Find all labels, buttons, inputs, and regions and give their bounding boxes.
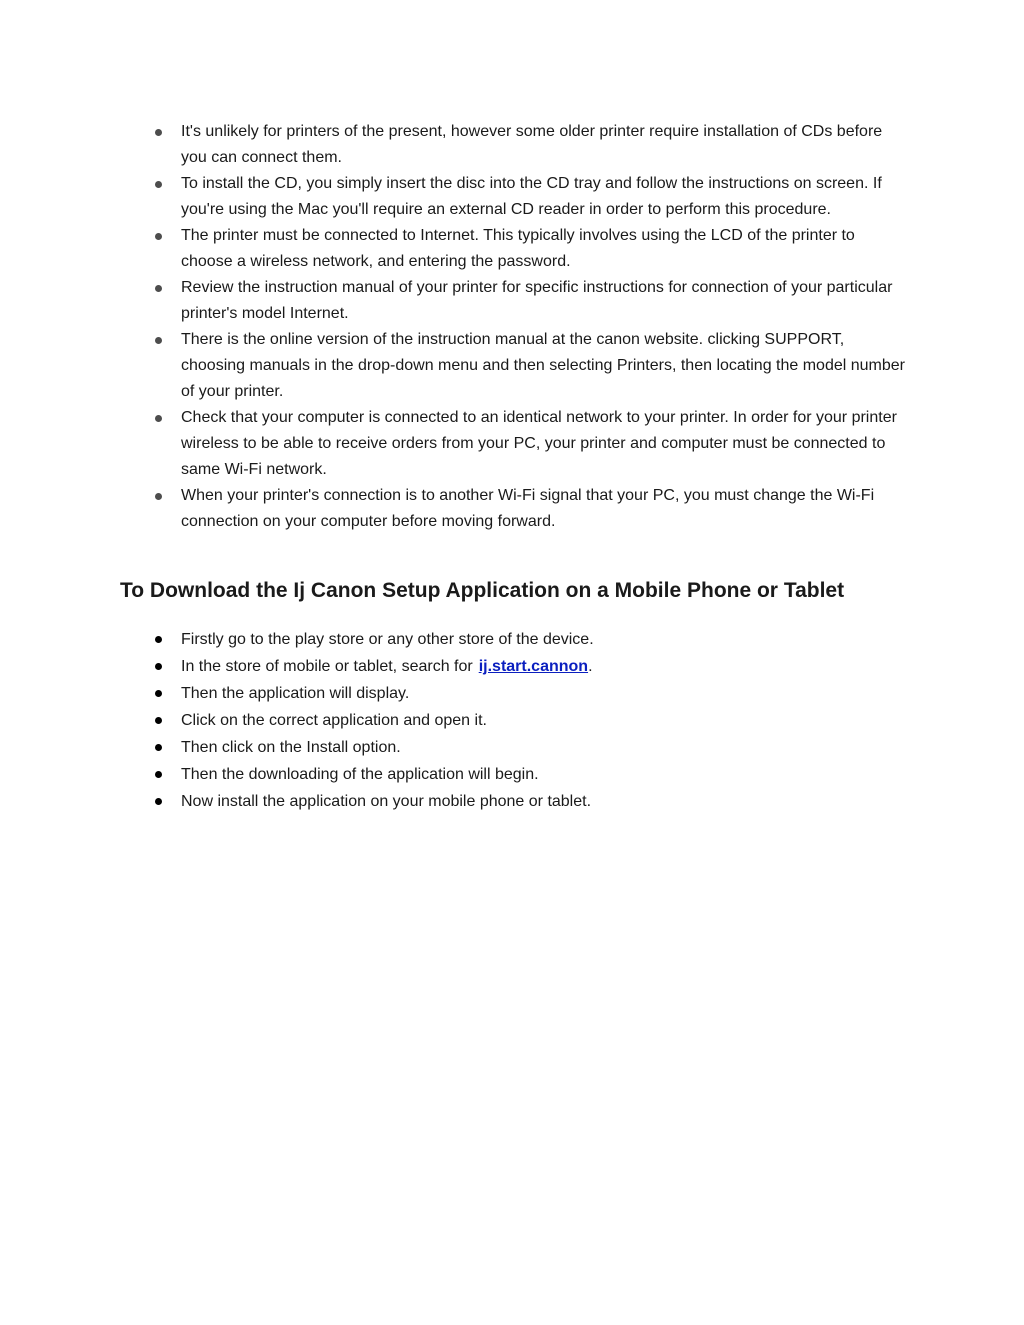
bullet-icon — [153, 483, 163, 509]
bullet-icon — [153, 171, 163, 197]
bullet-icon — [153, 788, 163, 815]
list-item — [0, 626, 1024, 653]
bullet-icon — [153, 626, 163, 653]
section-heading: To Download the Ij Canon Setup Application on a Mobile Phone or Tablet — [120, 579, 845, 602]
list-item — [0, 680, 1024, 707]
bullet-icon — [153, 327, 163, 353]
list-item-text: Firstly go to the play store or any other store of the device. — [181, 631, 594, 648]
bullet-icon — [153, 405, 163, 431]
list-item — [0, 483, 1024, 535]
bullet-icon — [153, 119, 163, 145]
list-item — [0, 119, 1024, 171]
list-item-text: Then click on the Install option. — [181, 739, 401, 756]
list-item — [0, 327, 1024, 405]
bullet-icon — [153, 680, 163, 707]
list-item-text: Click on the correct application and open it. — [181, 712, 487, 729]
list-item-text: In the store of mobile or tablet, search for — [181, 658, 473, 675]
list-item-text: Now install the application on your mobile phone or tablet. — [181, 793, 592, 810]
list-item — [0, 171, 1024, 223]
list-item-text: Review the instruction manual of your printer for specific instructions for connection of your particular printer's model Internet. — [181, 279, 893, 322]
list-item-text: The printer must be connected to Internet. This typically involves using the LCD of the printer to choose a wireless network, and entering the password. — [181, 227, 855, 270]
bullet-icon — [153, 707, 163, 734]
bullet-icon — [153, 653, 163, 680]
list-item — [0, 653, 1024, 680]
list-item — [0, 405, 1024, 483]
bullet-icon — [153, 761, 163, 788]
list-item-text: When your printer's connection is to another Wi-Fi signal that your PC, you must change the Wi-Fi connection on your computer before moving forward. — [181, 487, 875, 530]
list-item — [0, 707, 1024, 734]
list-item — [0, 734, 1024, 761]
bullet-icon — [153, 275, 163, 301]
list-item-text: There is the online version of the instruction manual at the canon website. clicking SUPPORT, choosing manuals in the drop-down menu and then selecting Printers, then locating the model number of your printer. — [181, 331, 905, 400]
list-item — [0, 275, 1024, 327]
list-item — [0, 761, 1024, 788]
ij-start-cannon-link[interactable]: ij.start.cannon — [478, 658, 589, 675]
requirements-list — [0, 119, 1024, 535]
list-item-text: Check that your computer is connected to an identical network to your printer. In order for your printer wireless to be able to receive orders from your PC, your printer and computer must be connected to same Wi-Fi network. — [181, 409, 897, 478]
list-item-text: Then the downloading of the application will begin. — [181, 766, 539, 783]
list-item-text: Then the application will display. — [181, 685, 410, 702]
mobile-steps-list — [0, 626, 1024, 815]
list-item — [0, 223, 1024, 275]
list-item-text: To install the CD, you simply insert the disc into the CD tray and follow the instructions on screen. If you're using the Mac you'll require an external CD reader in order to perform this procedure. — [181, 175, 882, 218]
link-suffix: . — [588, 658, 593, 675]
bullet-icon — [153, 223, 163, 249]
bullet-icon — [153, 734, 163, 761]
list-item — [0, 788, 1024, 815]
list-item-text: It's unlikely for printers of the present, however some older printer require installation of CDs before you can connect them. — [181, 123, 883, 166]
